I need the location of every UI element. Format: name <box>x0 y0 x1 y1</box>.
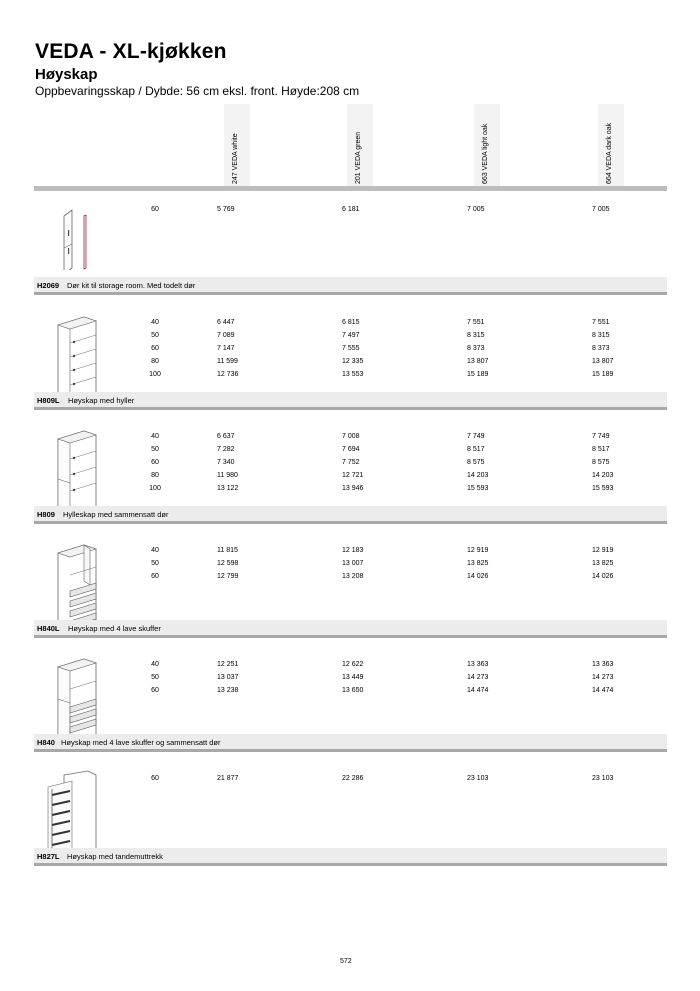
price-row: 60 12 799 13 208 14 026 14 026 <box>151 573 614 580</box>
product-code: H809 <box>37 510 55 519</box>
product-label: Høyskap med hyller <box>68 396 135 405</box>
product-label-bar <box>34 734 667 752</box>
column-header-white: 247 VEDA white <box>232 133 239 184</box>
product-section-h809 <box>34 421 667 525</box>
price-row: 100 13 122 13 946 15 593 15 593 <box>149 485 614 492</box>
product-label: Dør kit til storage room. Med todelt dør <box>67 281 196 290</box>
column-header-light-oak: 663 VEDA light oak <box>482 123 489 184</box>
product-section-h840l <box>34 535 667 639</box>
product-label-bar <box>34 620 667 638</box>
product-label: Høyskap med 4 lave skuffer <box>68 624 161 633</box>
product-section-h840 <box>34 649 667 753</box>
product-label-bar <box>34 506 667 524</box>
price-row: 40 12 251 12 622 13 363 13 363 <box>151 661 614 668</box>
price-row: 40 6 637 7 008 7 749 7 749 <box>151 433 610 440</box>
product-label: Høyskap med 4 lave skuffer og sammensatt dør <box>61 738 221 747</box>
page-title: VEDA - XL-kjøkken <box>35 40 227 63</box>
page-subtitle: Høyskap <box>35 66 98 83</box>
price-row: 50 7 282 7 694 8 517 8 517 <box>151 446 610 453</box>
price-row: 80 11 980 12 721 14 203 14 203 <box>151 472 614 479</box>
price-row: 80 11 599 12 335 13 807 13 807 <box>151 358 614 365</box>
product-code: H840 <box>37 738 55 747</box>
price-row: 100 12 736 13 553 15 189 15 189 <box>149 371 614 378</box>
page-description: Oppbevaringsskap / Dybde: 56 cm eksl. front. Høyde:208 cm <box>35 84 360 98</box>
product-label-bar <box>34 392 667 410</box>
product-label-bar <box>34 848 667 866</box>
product-code: H809L <box>37 396 60 405</box>
price-row: 60 5 769 6 181 7 005 7 005 <box>151 206 610 213</box>
header-rule <box>34 186 667 191</box>
price-row: 60 7 147 7 555 8 373 8 373 <box>151 345 610 352</box>
price-row: 60 7 340 7 752 8 575 8 575 <box>151 459 610 466</box>
price-row: 60 21 877 22 286 23 103 23 103 <box>151 775 614 782</box>
page-number: 572 <box>340 958 352 965</box>
product-label: Hylleskap med sammensatt dør <box>63 510 169 519</box>
column-header-green: 201 VEDA green <box>355 131 362 184</box>
price-row: 60 13 238 13 650 14 474 14 474 <box>151 687 614 694</box>
product-section-h827l <box>34 763 667 867</box>
price-row: 50 7 089 7 497 8 315 8 315 <box>151 332 610 339</box>
product-code: H840L <box>37 624 60 633</box>
column-header-dark-oak: 664 VEDA dark oak <box>606 122 613 184</box>
product-code: H2069 <box>37 281 60 290</box>
product-label: Høyskap med tandemuttrekk <box>67 852 163 861</box>
product-label-bar <box>34 277 667 295</box>
product-section-h809l <box>34 307 667 411</box>
price-row: 40 6 447 6 815 7 551 7 551 <box>151 319 610 326</box>
product-code: H827L <box>37 852 60 861</box>
product-section-h2069 <box>34 196 667 297</box>
price-row: 40 11 815 12 183 12 919 12 919 <box>151 547 614 554</box>
price-row: 50 13 037 13 449 14 273 14 273 <box>151 674 614 681</box>
price-row: 50 12 598 13 007 13 825 13 825 <box>151 560 614 567</box>
